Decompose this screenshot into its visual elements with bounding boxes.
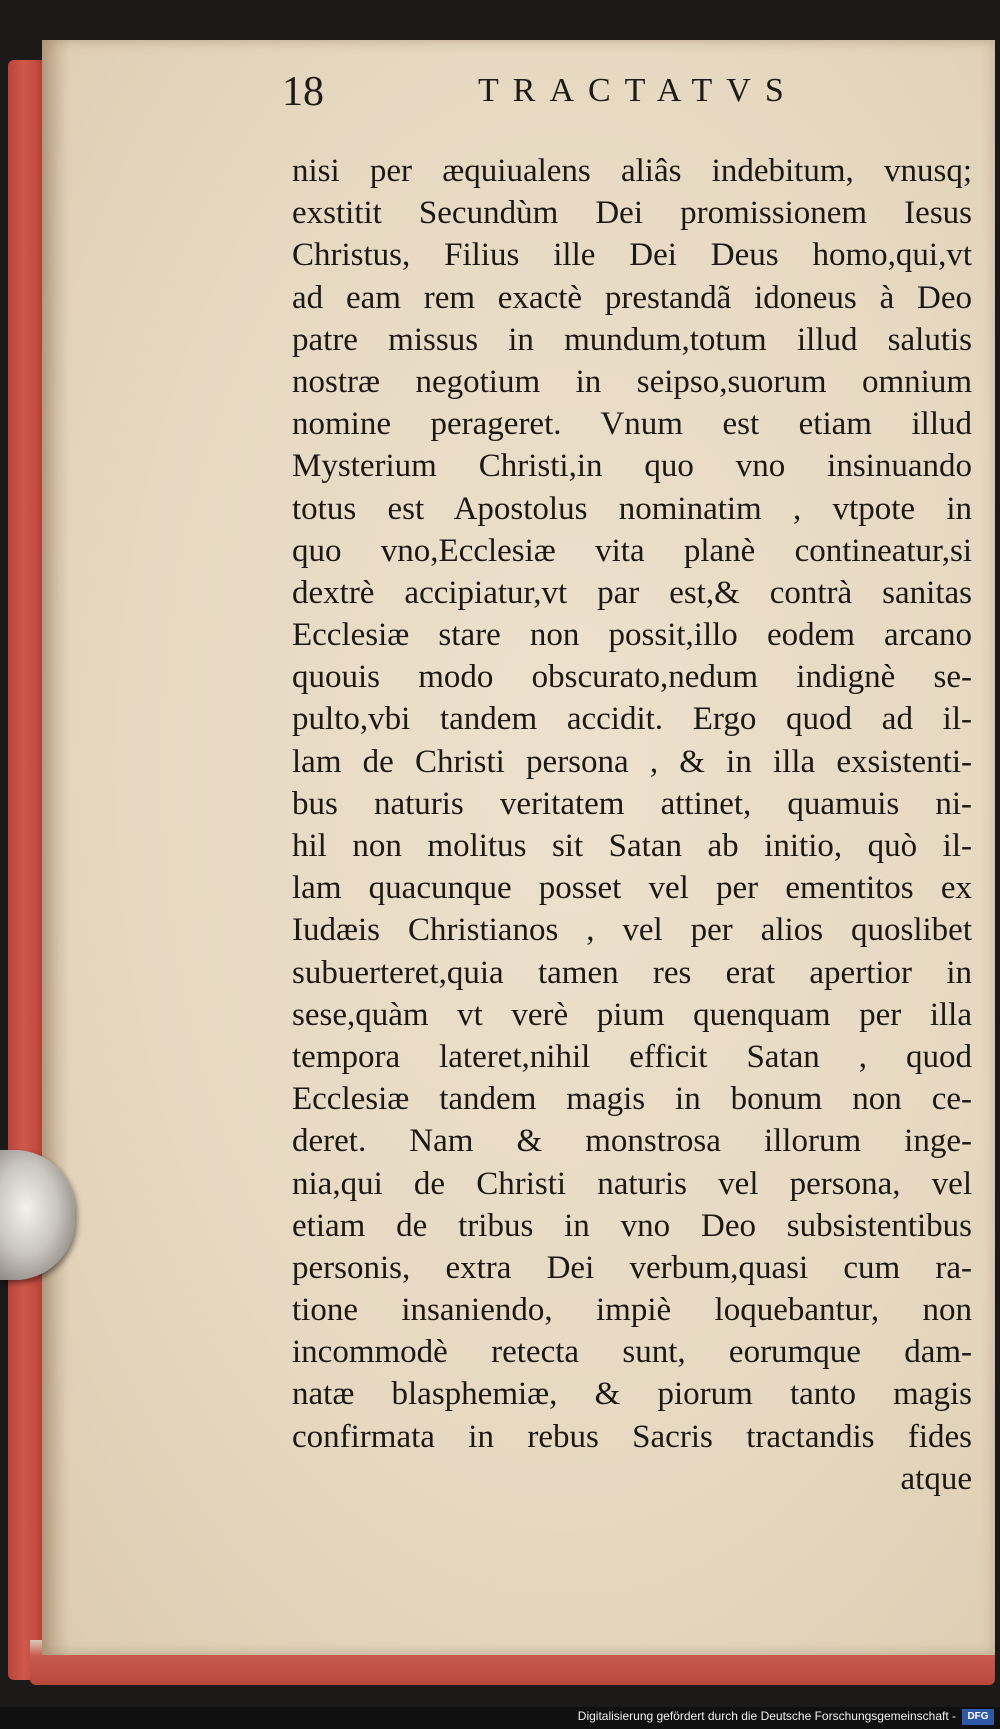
text-line: confirmata in rebus Sacris tractandis fides bbox=[292, 1418, 972, 1455]
text-line: subuerteret,quia tamen res erat apertior in bbox=[292, 954, 972, 991]
text-line: Mysterium Christi,in quo vno insinuando bbox=[292, 448, 972, 485]
body-text bbox=[292, 150, 972, 1500]
dfg-logo: DFG bbox=[962, 1709, 994, 1725]
text-line: bus naturis veritatem attinet, quamuis ni- bbox=[292, 785, 972, 822]
text-line: nia,qui de Christi naturis vel persona, vel bbox=[292, 1165, 972, 1202]
text-line: hil non molitus sit Satan ab initio, quò il- bbox=[292, 828, 972, 864]
text-line: nisi per æquiualens aliâs indebitum, vnusq; bbox=[292, 153, 972, 189]
catchword: atque bbox=[900, 1460, 972, 1497]
running-head bbox=[0, 68, 1000, 128]
text-line: incommodè retecta sunt, eorumque dam- bbox=[292, 1334, 972, 1371]
text-line: nomine perageret. Vnum est etiam illud bbox=[292, 406, 972, 443]
text-line: quo vno,Ecclesiæ vita planè contineatur,si bbox=[292, 532, 972, 569]
text-line: quouis modo obscurato,nedum indignè se- bbox=[292, 659, 972, 696]
text-line: pulto,vbi tandem accidit. Ergo quod ad il- bbox=[292, 701, 972, 738]
text-line: dextrè accipiatur,vt par est,& contrà sanitas bbox=[292, 574, 972, 611]
funding-credit: Digitalisierung gefördert durch die Deutsche Forschungsgemeinschaft - bbox=[577, 1709, 956, 1723]
page-gutter-shadow bbox=[42, 40, 70, 1655]
text-line: natæ blasphemiæ, & piorum tanto magis bbox=[292, 1376, 972, 1413]
text-line: patre missus in mundum,totum illud salutis bbox=[292, 321, 972, 358]
text-line: Iudæis Christianos , vel per alios quoslibet bbox=[292, 912, 972, 949]
running-title: TRACTATVS bbox=[478, 72, 798, 109]
text-line: nostræ negotium in seipso,suorum omnium bbox=[292, 363, 972, 400]
text-line: etiam de tribus in vno Deo subsistentibus bbox=[292, 1207, 972, 1244]
text-line: deret. Nam & monstrosa illorum inge- bbox=[292, 1123, 972, 1160]
text-line: Ecclesiæ tandem magis in bonum non ce- bbox=[292, 1081, 972, 1118]
text-line: Ecclesiæ stare non possit,illo eodem arcano bbox=[292, 617, 972, 654]
text-line: ad eam rem exactè prestandã idoneus à Deo bbox=[292, 279, 972, 316]
text-line: totus est Apostolus nominatim , vtpote in bbox=[292, 490, 972, 527]
text-line: Christus, Filius ille Dei Deus homo,qui,vt bbox=[292, 237, 972, 274]
text-line: tione insaniendo, impiè loquebantur, non bbox=[292, 1292, 972, 1329]
text-line: lam quacunque posset vel per ementitos ex bbox=[292, 870, 972, 907]
page-number: 18 bbox=[282, 69, 324, 115]
text-line: exstitit Secundùm Dei promissionem Iesus bbox=[292, 195, 972, 232]
text-line: lam de Christi persona , & in illa exsistenti- bbox=[292, 743, 972, 780]
text-line: tempora lateret,nihil efficit Satan , quod bbox=[292, 1038, 972, 1075]
text-line: sese,quàm vt verè pium quenquam per illa bbox=[292, 996, 972, 1033]
text-line: personis, extra Dei verbum,quasi cum ra- bbox=[292, 1249, 972, 1286]
